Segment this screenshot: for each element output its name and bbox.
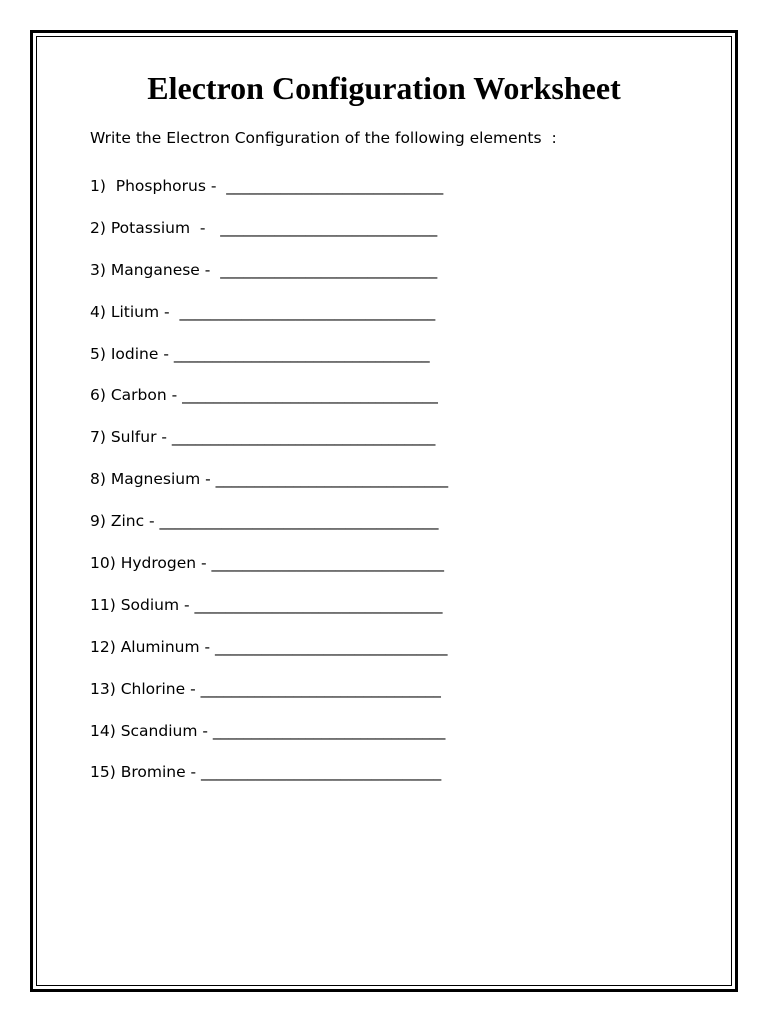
question-item: 2) Potassium - ____________________________ bbox=[90, 218, 438, 237]
worksheet-instruction: Write the Electron Configuration of the following elements : bbox=[90, 129, 557, 147]
question-item: 7) Sulfur - __________________________________ bbox=[90, 428, 436, 447]
worksheet-title: Electron Configuration Worksheet bbox=[147, 70, 621, 106]
question-item: 6) Carbon - _________________________________ bbox=[90, 386, 438, 405]
question-item: 10) Hydrogen - ______________________________ bbox=[90, 554, 445, 573]
question-item: 3) Manganese - ____________________________ bbox=[90, 260, 438, 279]
question-item: 9) Zinc - ____________________________________ bbox=[90, 512, 439, 531]
element-question-list bbox=[90, 174, 448, 802]
question-item: 8) Magnesium - ______________________________ bbox=[90, 470, 449, 489]
question-item: 1) Phosphorus - ____________________________ bbox=[90, 177, 444, 195]
question-item: 12) Aluminum - ______________________________ bbox=[90, 637, 448, 656]
question-item: 4) Litium - _________________________________ bbox=[90, 302, 436, 321]
question-item: 14) Scandium - ______________________________ bbox=[90, 721, 446, 740]
question-item: 11) Sodium - ________________________________ bbox=[90, 595, 443, 614]
question-item: 5) Iodine - _________________________________ bbox=[90, 344, 430, 363]
question-item: 13) Chlorine - _______________________________ bbox=[90, 679, 441, 698]
question-item: 15) Bromine - _______________________________ bbox=[90, 763, 442, 782]
